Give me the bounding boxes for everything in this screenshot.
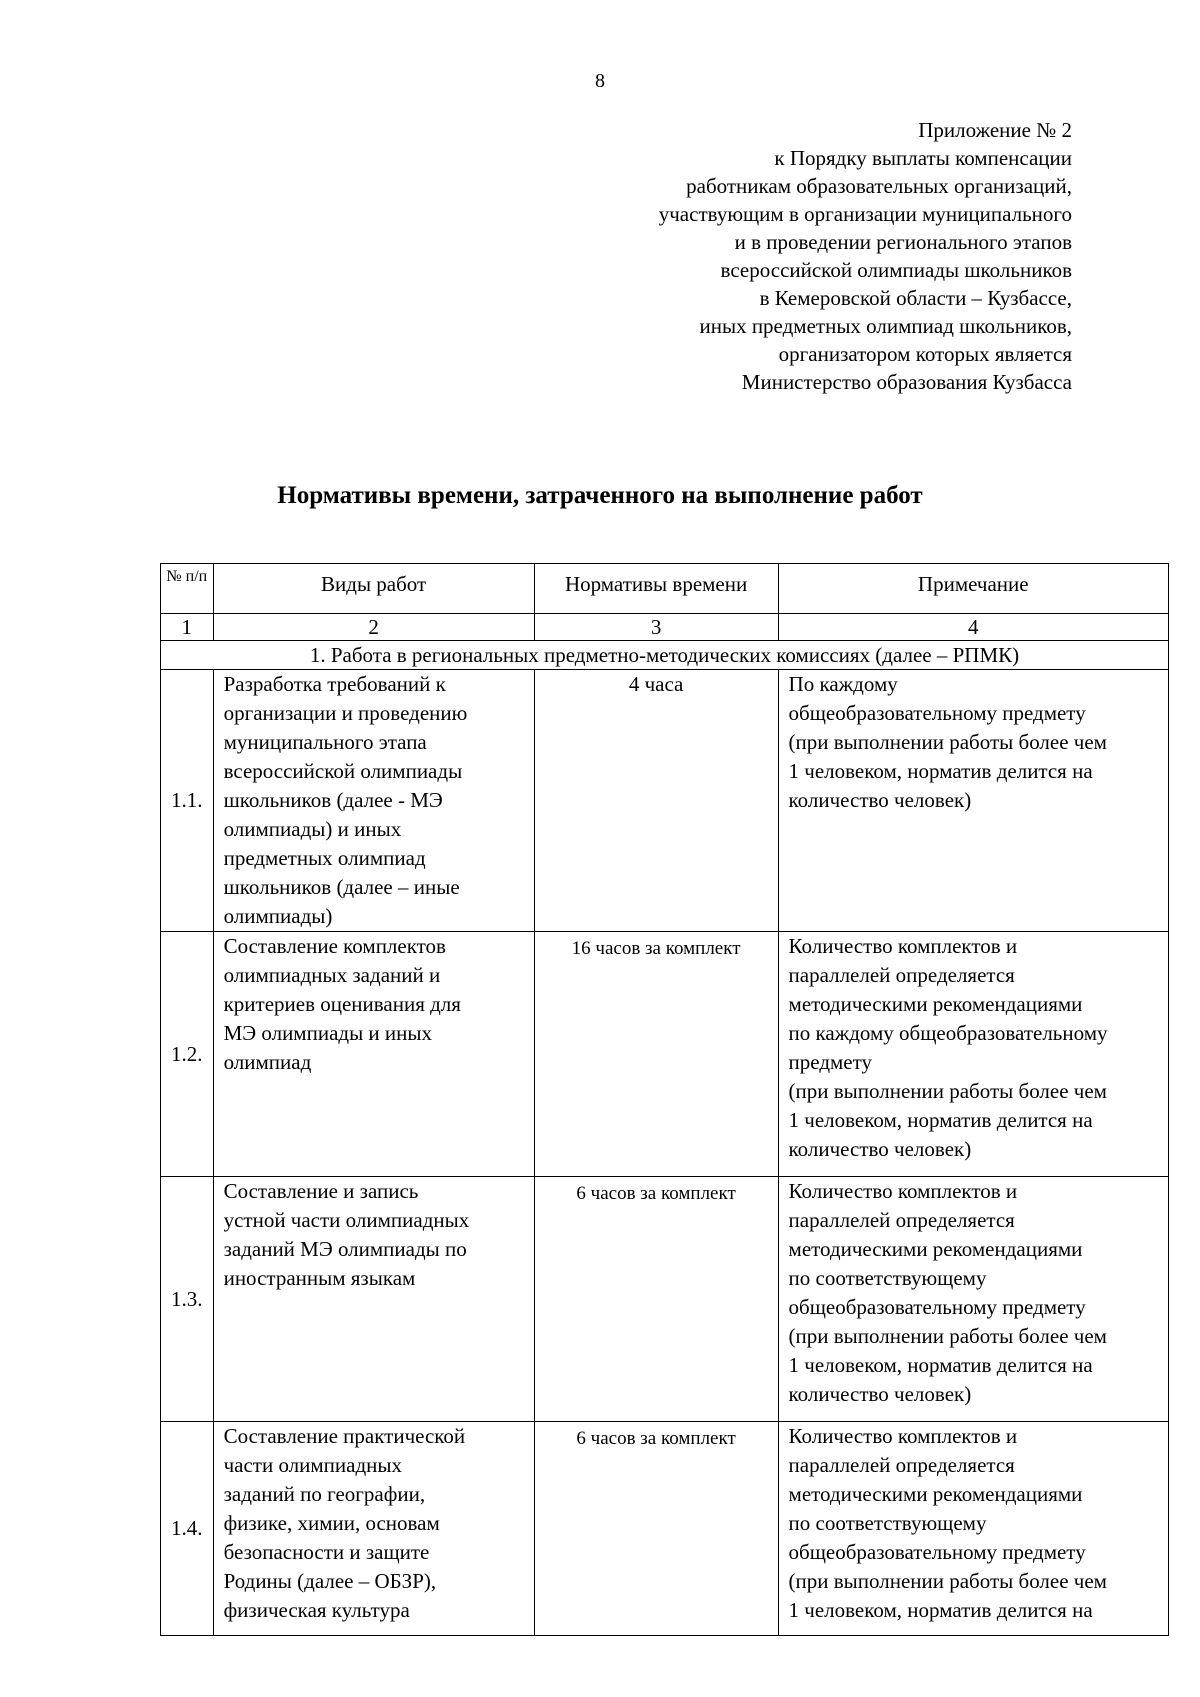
note-line: Количество комплектов и bbox=[788, 1424, 1018, 1448]
header-num: № п/п bbox=[161, 564, 214, 614]
work-line: устной части олимпиадных bbox=[223, 1208, 470, 1232]
note-line: по каждому общеобразовательному bbox=[788, 1021, 1108, 1045]
work-line: олимпиады) bbox=[223, 904, 333, 928]
appendix-block bbox=[472, 116, 1072, 396]
note-line: общеобразовательному предмету bbox=[788, 701, 1086, 725]
note-line: 1 человеком, норматив делится на bbox=[788, 1598, 1093, 1622]
work-line: всероссийской олимпиады bbox=[223, 759, 463, 783]
work-line: заданий МЭ олимпиады по bbox=[223, 1237, 467, 1261]
note-line: (при выполнении работы более чем bbox=[788, 1569, 1107, 1593]
work-line: олимпиадных заданий и bbox=[223, 963, 441, 987]
column-number: 1 bbox=[161, 614, 214, 641]
appendix-line: и в проведении регионального этапов bbox=[734, 230, 1072, 254]
note-line: 1 человеком, норматив делится на bbox=[788, 1108, 1093, 1132]
work-description bbox=[213, 670, 534, 932]
appendix-line: всероссийской олимпиады школьников bbox=[720, 258, 1072, 282]
note-line: общеобразовательному предмету bbox=[788, 1540, 1086, 1564]
work-line: организации и проведению bbox=[223, 701, 468, 725]
note-line: количество человек) bbox=[788, 1137, 972, 1161]
work-line: Составление комплектов bbox=[223, 934, 446, 958]
time-norm: 16 часов за комплект bbox=[534, 932, 778, 1177]
header-note: Примечание bbox=[778, 564, 1168, 614]
work-line: Составление и запись bbox=[223, 1179, 419, 1203]
note-line: Количество комплектов и bbox=[788, 1179, 1018, 1203]
note-line: параллелей определяется bbox=[788, 963, 1015, 987]
note-line: предмету bbox=[788, 1050, 873, 1074]
note-line: общеобразовательному предмету bbox=[788, 1295, 1086, 1319]
document-title: Нормативы времени, затраченного на выполнение работ bbox=[277, 482, 923, 509]
work-line: школьников (далее – иные bbox=[223, 875, 460, 899]
note bbox=[778, 932, 1168, 1177]
work-description bbox=[213, 1177, 534, 1422]
note-line: по соответствующему bbox=[788, 1266, 987, 1290]
work-line: физическая культура bbox=[223, 1598, 410, 1622]
note-line: 1 человеком, норматив делится на bbox=[788, 1353, 1093, 1377]
work-line: олимпиад bbox=[223, 1050, 312, 1074]
header-norm: Нормативы времени bbox=[534, 564, 778, 614]
work-line: физике, химии, основам bbox=[223, 1511, 440, 1535]
column-number: 3 bbox=[534, 614, 778, 641]
note-line: по соответствующему bbox=[788, 1511, 987, 1535]
time-norm: 6 часов за комплект bbox=[534, 1177, 778, 1422]
note-line: количество человек) bbox=[788, 788, 972, 812]
time-norm: 6 часов за комплект bbox=[534, 1422, 778, 1636]
appendix-line: Приложение № 2 bbox=[918, 118, 1072, 142]
note bbox=[778, 1422, 1168, 1636]
page-number: 8 bbox=[595, 70, 605, 92]
row-number: 1.4. bbox=[161, 1422, 214, 1636]
table-row bbox=[161, 670, 1169, 932]
work-line: олимпиады) и иных bbox=[223, 817, 402, 841]
note bbox=[778, 670, 1168, 932]
note-line: количество человек) bbox=[788, 1382, 972, 1406]
norms-table bbox=[160, 563, 1169, 1636]
row-number: 1.3. bbox=[161, 1177, 214, 1422]
work-line: Разработка требований к bbox=[223, 672, 446, 696]
work-line: школьников (далее - МЭ bbox=[223, 788, 443, 812]
table-header-row bbox=[161, 564, 1169, 614]
column-number: 4 bbox=[778, 614, 1168, 641]
work-line: заданий по географии, bbox=[223, 1482, 426, 1506]
appendix-line: организатором которых является bbox=[778, 342, 1072, 366]
work-line: предметных олимпиад bbox=[223, 846, 426, 870]
column-number: 2 bbox=[213, 614, 534, 641]
appendix-line: Министерство образования Кузбасса bbox=[741, 370, 1072, 394]
note-line: (при выполнении работы более чем bbox=[788, 1324, 1107, 1348]
work-line: части олимпиадных bbox=[223, 1453, 403, 1477]
appendix-line: участвующим в организации муниципального bbox=[658, 202, 1072, 226]
note-line: методическими рекомендациями bbox=[788, 1237, 1083, 1261]
work-line: муниципального этапа bbox=[223, 730, 427, 754]
row-number: 1.1. bbox=[161, 670, 214, 932]
time-norm: 4 часа bbox=[534, 670, 778, 932]
work-line: Родины (далее – ОБЗР), bbox=[223, 1569, 437, 1593]
row-number: 1.2. bbox=[161, 932, 214, 1177]
note-line: параллелей определяется bbox=[788, 1208, 1015, 1232]
section-row bbox=[161, 641, 1169, 670]
column-numbers-row bbox=[161, 614, 1169, 641]
note-line: Количество комплектов и bbox=[788, 934, 1018, 958]
note-line: параллелей определяется bbox=[788, 1453, 1015, 1477]
work-line: МЭ олимпиады и иных bbox=[223, 1021, 433, 1045]
section-title: 1. Работа в региональных предметно-методических комиссиях (далее – РПМК) bbox=[161, 641, 1169, 670]
work-line: иностранным языкам bbox=[223, 1266, 416, 1290]
work-line: критериев оценивания для bbox=[223, 992, 461, 1016]
note-line: методическими рекомендациями bbox=[788, 992, 1083, 1016]
note-line: методическими рекомендациями bbox=[788, 1482, 1083, 1506]
appendix-line: работникам образовательных организаций, bbox=[686, 174, 1072, 198]
work-line: Составление практической bbox=[223, 1424, 466, 1448]
appendix-line: в Кемеровской области – Кузбассе, bbox=[759, 286, 1072, 310]
table-row bbox=[161, 932, 1169, 1177]
table-row bbox=[161, 1177, 1169, 1422]
note-line: 1 человеком, норматив делится на bbox=[788, 759, 1093, 783]
header-work: Виды работ bbox=[213, 564, 534, 614]
note-line: По каждому bbox=[788, 672, 898, 696]
note-line: (при выполнении работы более чем bbox=[788, 730, 1107, 754]
table-row bbox=[161, 1422, 1169, 1636]
appendix-line: иных предметных олимпиад школьников, bbox=[699, 314, 1072, 338]
appendix-line: к Порядку выплаты компенсации bbox=[774, 146, 1072, 170]
note bbox=[778, 1177, 1168, 1422]
work-line: безопасности и защите bbox=[223, 1540, 430, 1564]
work-description bbox=[213, 932, 534, 1177]
work-description bbox=[213, 1422, 534, 1636]
note-line: (при выполнении работы более чем bbox=[788, 1079, 1107, 1103]
